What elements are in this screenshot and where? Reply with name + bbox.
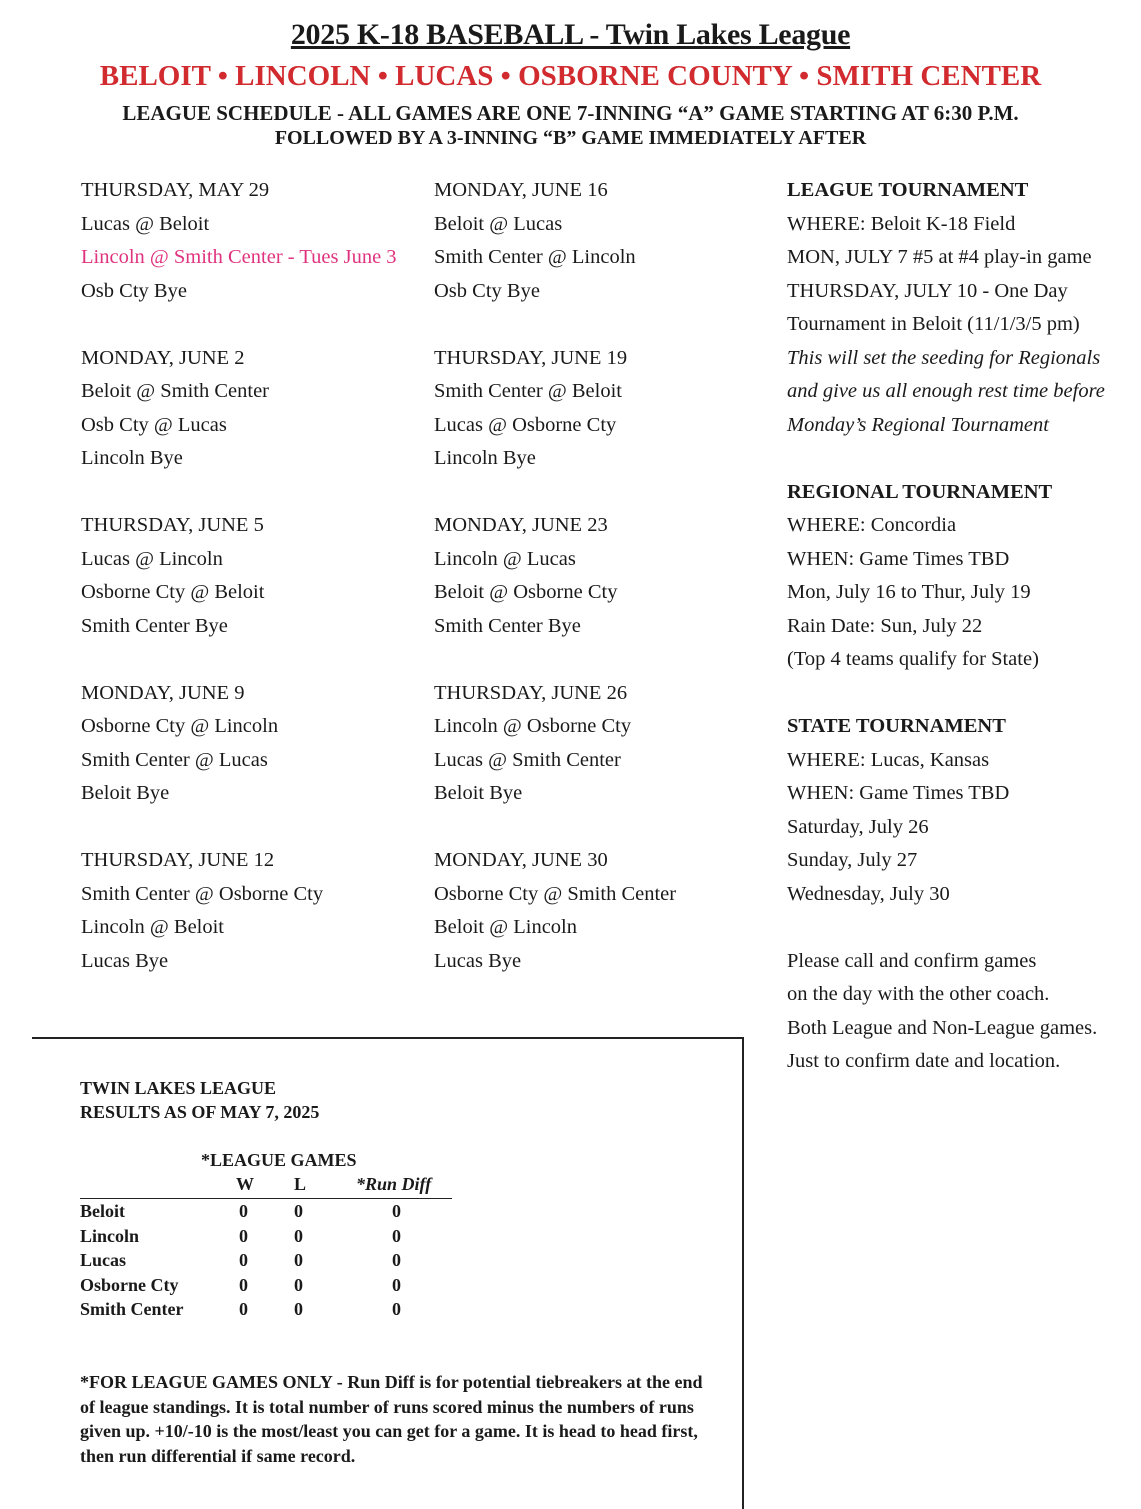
game-matchup: Osb Cty @ Lucas <box>81 413 227 436</box>
game-matchup: Lincoln @ Osborne Cty <box>434 715 632 737</box>
wins-header: W <box>236 1174 254 1194</box>
losses-value: 0 <box>294 1274 303 1295</box>
run-diff-value: 0 <box>392 1274 401 1295</box>
schedule-date: THURSDAY, MAY 29 <box>81 179 270 201</box>
schedule-date: MONDAY, JUNE 30 <box>434 849 608 871</box>
game-matchup: Lincoln @ Smith Center - Tues June 3 <box>81 246 397 268</box>
game-matchup: Smith Center @ Osborne Cty <box>81 882 324 905</box>
standings-table <box>80 1150 452 1322</box>
wins-value: 0 <box>239 1201 248 1221</box>
teams-banner: BELOIT • LINCOLN • LUCAS • OSBORNE COUNTY • SMITH CENTER <box>99 60 1042 92</box>
game-matchup: Smith Center Bye <box>81 614 228 637</box>
game-matchup: Lucas @ Lincoln <box>81 547 223 570</box>
state-tournament-line: WHERE: Lucas, Kansas <box>787 748 990 771</box>
league-tournament-note: and give us all enough rest time before <box>787 380 1105 402</box>
losses-value: 0 <box>294 1250 303 1270</box>
standings-row <box>80 1199 452 1224</box>
schedule-column-1 <box>81 174 421 978</box>
game-matchup: Lincoln @ Lucas <box>434 547 576 570</box>
regional-tournament-line: WHEN: Game Times TBD <box>787 547 1010 570</box>
run-diff-value: 0 <box>392 1250 401 1270</box>
schedule-note-line1: LEAGUE SCHEDULE - ALL GAMES ARE ONE 7-INNING “A” GAME STARTING AT 6:30 P.M. <box>122 101 1019 125</box>
league-tournament-line: WHERE: Beloit K-18 Field <box>787 212 1016 235</box>
game-matchup: Osborne Cty @ Lincoln <box>81 715 279 737</box>
schedule-date: MONDAY, JUNE 9 <box>81 681 245 704</box>
schedule-date: MONDAY, JUNE 16 <box>434 179 608 201</box>
state-tournament-heading: STATE TOURNAMENT <box>787 715 1006 737</box>
team-name: Lucas <box>80 1250 127 1270</box>
wins-value: 0 <box>239 1250 248 1270</box>
game-matchup: Beloit Bye <box>434 782 523 804</box>
schedule-date: THURSDAY, JUNE 12 <box>81 849 275 871</box>
league-tournament-heading: LEAGUE TOURNAMENT <box>787 179 1029 201</box>
contact-note-line: Just to confirm date and location. <box>787 1050 1061 1072</box>
game-matchup: Beloit Bye <box>81 782 170 804</box>
schedule-note-line2: FOLLOWED BY A 3-INNING “B” GAME IMMEDIATELY AFTER <box>274 127 867 149</box>
league-games-label: *LEAGUE GAMES <box>201 1150 357 1170</box>
schedule-date: THURSDAY, JUNE 26 <box>434 681 628 704</box>
game-matchup: Smith Center Bye <box>434 614 581 637</box>
contact-note-line: on the day with the other coach. <box>787 983 1050 1005</box>
run-diff-value: 0 <box>392 1225 401 1246</box>
league-tournament-line: THURSDAY, JULY 10 - One Day <box>787 279 1068 302</box>
game-matchup: Lucas @ Osborne Cty <box>434 413 617 436</box>
page-title: 2025 K-18 BASEBALL - Twin Lakes League <box>290 18 851 51</box>
run-diff-footnote: *FOR LEAGUE GAMES ONLY - Run Diff is for potential tiebreakers at the end of league standings. It is total number of runs scored minus the numbers of runs given up. +10/-10 is the most/least you can get for a game. It is head to head first, then run differential if same record. <box>80 1372 703 1466</box>
game-matchup: Lucas Bye <box>434 949 522 972</box>
game-matchup: Beloit @ Smith Center <box>81 380 269 402</box>
schedule-date: THURSDAY, JUNE 5 <box>81 514 264 536</box>
regional-tournament-heading: REGIONAL TOURNAMENT <box>787 480 1053 503</box>
team-name: Lincoln <box>80 1225 140 1246</box>
schedule-column-2 <box>434 174 774 978</box>
run-diff-header: *Run Diff <box>356 1174 432 1194</box>
game-matchup: Osborne Cty @ Smith Center <box>434 882 677 905</box>
regional-tournament-line: Rain Date: Sun, July 22 <box>787 614 983 637</box>
game-matchup: Lincoln Bye <box>434 447 536 469</box>
standings-row <box>80 1297 452 1322</box>
team-name: Osborne Cty <box>80 1274 179 1295</box>
game-matchup: Smith Center @ Lincoln <box>434 246 636 268</box>
results-subtitle: RESULTS AS OF MAY 7, 2025 <box>80 1102 320 1122</box>
game-matchup: Lucas @ Smith Center <box>434 748 621 771</box>
game-matchup: Beloit @ Lucas <box>434 212 563 235</box>
tournament-info-column <box>787 174 1137 1079</box>
schedule-date: MONDAY, JUNE 2 <box>81 346 245 369</box>
game-matchup: Osb Cty Bye <box>81 279 187 302</box>
state-tournament-line: Wednesday, July 30 <box>787 882 950 905</box>
losses-header: L <box>294 1174 307 1194</box>
standings-row <box>80 1248 452 1273</box>
losses-value: 0 <box>294 1225 303 1246</box>
wins-value: 0 <box>239 1225 248 1246</box>
schedule-date: MONDAY, JUNE 23 <box>434 514 608 536</box>
regional-tournament-line: (Top 4 teams qualify for State) <box>787 648 1039 670</box>
game-matchup: Smith Center @ Lucas <box>81 748 268 771</box>
team-name: Smith Center <box>80 1299 184 1319</box>
game-matchup: Lucas @ Beloit <box>81 212 210 235</box>
contact-note-line: Both League and Non-League games. <box>787 1016 1098 1039</box>
standings-row <box>80 1273 452 1298</box>
game-matchup: Lincoln Bye <box>81 447 183 469</box>
schedule-date: THURSDAY, JUNE 19 <box>434 346 628 369</box>
league-tournament-note: This will set the seeding for Regionals <box>787 346 1101 369</box>
league-tournament-line: MON, JULY 7 #5 at #4 play-in game <box>787 246 1092 268</box>
state-tournament-line: Saturday, July 26 <box>787 815 929 838</box>
wins-value: 0 <box>239 1299 248 1319</box>
state-tournament-line: Sunday, July 27 <box>787 849 918 871</box>
game-matchup: Lincoln @ Beloit <box>81 916 224 938</box>
game-matchup: Beloit @ Lincoln <box>434 916 577 938</box>
results-title: TWIN LAKES LEAGUE <box>80 1078 277 1098</box>
standings-row <box>80 1224 452 1249</box>
run-diff-value: 0 <box>392 1299 401 1319</box>
game-matchup: Osborne Cty @ Beloit <box>81 581 265 603</box>
game-matchup: Beloit @ Osborne Cty <box>434 581 618 603</box>
state-tournament-line: WHEN: Game Times TBD <box>787 782 1010 804</box>
game-matchup: Smith Center @ Beloit <box>434 380 622 402</box>
wins-value: 0 <box>239 1274 248 1295</box>
game-matchup: Osb Cty Bye <box>434 279 540 302</box>
regional-tournament-line: WHERE: Concordia <box>787 514 957 536</box>
league-tournament-note: Monday’s Regional Tournament <box>787 413 1049 436</box>
contact-note-line: Please call and confirm games <box>787 949 1037 972</box>
regional-tournament-line: Mon, July 16 to Thur, July 19 <box>787 581 1031 603</box>
losses-value: 0 <box>294 1299 303 1319</box>
losses-value: 0 <box>294 1201 303 1221</box>
team-name: Beloit <box>80 1201 125 1221</box>
run-diff-value: 0 <box>392 1201 401 1221</box>
league-tournament-line: Tournament in Beloit (11/1/3/5 pm) <box>787 313 1080 335</box>
game-matchup: Lucas Bye <box>81 949 169 972</box>
